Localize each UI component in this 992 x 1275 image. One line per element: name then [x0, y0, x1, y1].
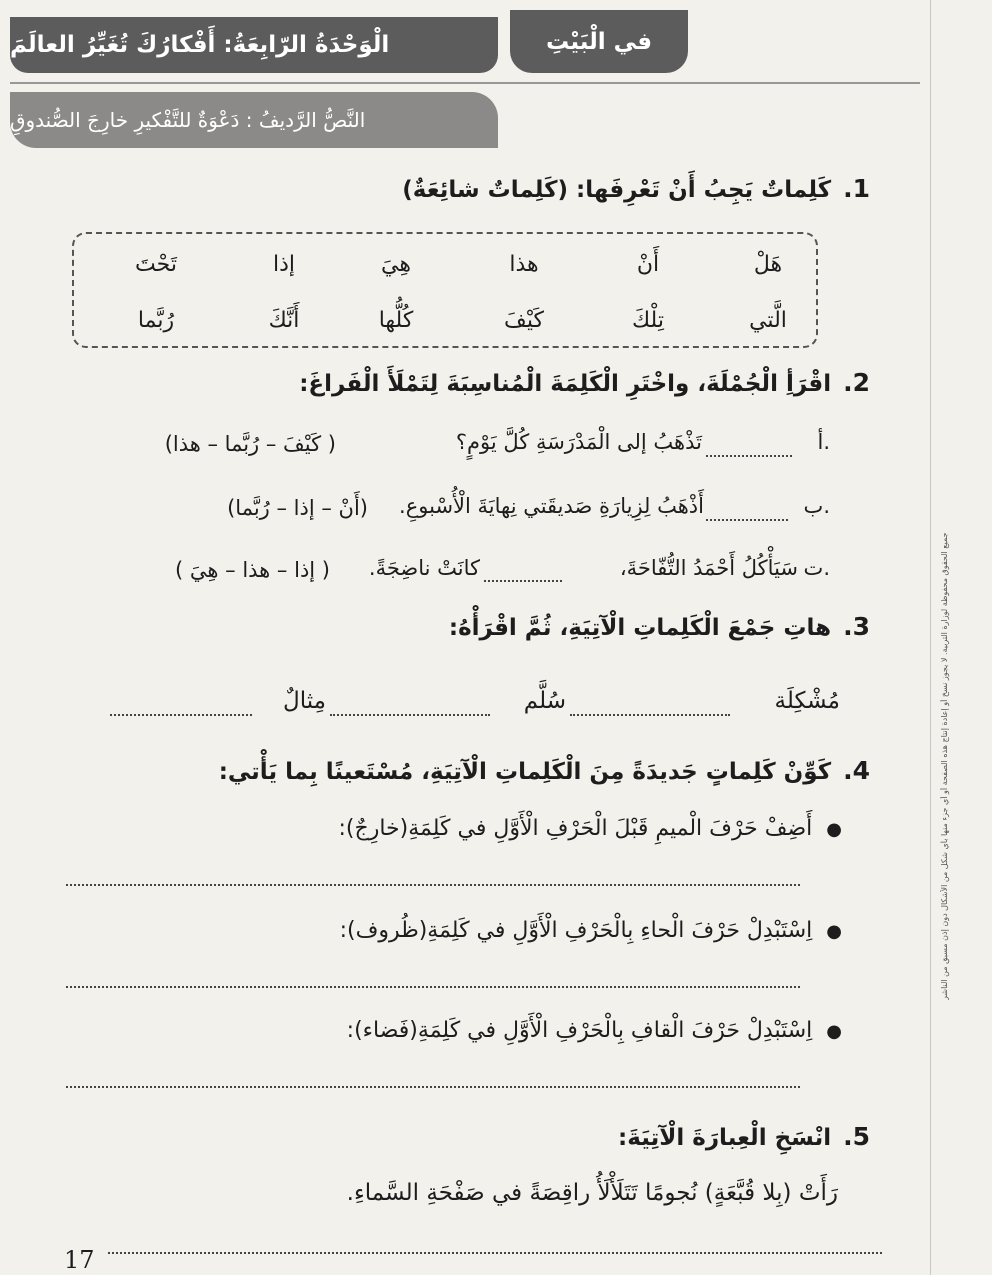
- word-tilka: تِلْكَ: [632, 308, 664, 333]
- q2t-label: ت.: [803, 556, 830, 580]
- q4-title: كَوِّنْ كَلِماتٍ جَديدَةً مِنَ الْكَلِماتِ الْآتِيَةِ، مُسْتَعينًا بِما يَأْتي:: [218, 759, 832, 785]
- q2t-sentence-part1: سَيَأْكُلُ أَحْمَدُ التُّفّاحَةَ،: [619, 556, 798, 580]
- q2a-blank[interactable]: [706, 455, 792, 457]
- plural-blank-mushkila[interactable]: [570, 714, 730, 716]
- q5-sentence: رَأَتْ (بِلا قُبَّعَةٍ) نُجومًا تَتَلَأْلَأُ راقِصَةً في صَفْحَةِ السَّماءِ.: [346, 1180, 838, 1206]
- text-title-banner: [10, 92, 498, 148]
- q3-number: 3.: [843, 612, 870, 641]
- q4-item-1-text: أَضِفْ حَرْفَ الْميمِ قَبْلَ الْحَرْفِ الْأَوَّلِ في كَلِمَةِ(خارِجٌ):: [338, 816, 813, 841]
- q4-answer-line-1[interactable]: [66, 884, 800, 886]
- q2a-sentence: تَذْهَبُ إلى الْمَدْرَسَةِ كُلَّ يَوْمٍ؟: [455, 430, 702, 454]
- word-hal: هَلْ: [753, 252, 783, 277]
- q2b-sentence: أَذْهَبُ لِزِيارَةِ صَديقَتي نِهايَةَ الْأُسْبوعِ.: [399, 494, 704, 518]
- q4-item-2-text: اِسْتَبْدِلْ حَرْفَ الْحاءِ بِالْحَرْفِ الْأَوَّلِ في كَلِمَةِ(ظُروف):: [339, 918, 813, 943]
- q4-heading: [150, 756, 870, 785]
- word-an: أَنْ: [636, 252, 660, 277]
- text-title: النَّصُّ الرَّديفُ : دَعْوَةٌ للتَّفْكيرِ خارِجَ الصُّندوقِ: [10, 108, 366, 132]
- header-divider: [10, 82, 920, 84]
- q2a-label: أ.: [817, 430, 830, 454]
- word-itha: إذا: [272, 252, 296, 277]
- word-hatha: هذا: [509, 252, 539, 277]
- q5-answer-line[interactable]: [108, 1252, 882, 1254]
- q4-number: 4.: [843, 756, 870, 785]
- unit-title-banner: [10, 17, 498, 73]
- word-kayfa: كَيْفَ: [504, 308, 544, 333]
- word-annaka: أَنَّكَ: [268, 308, 300, 333]
- q2-title: اقْرَأِ الْجُمْلَةَ، واخْتَرِ الْكَلِمَةَ الْمُناسِبَةَ لِتَمْلَأَ الْفَراغَ:: [299, 371, 832, 397]
- q2t-blank[interactable]: [484, 580, 562, 582]
- q2b-label: ب.: [803, 494, 830, 518]
- word-hiya: هِيَ: [381, 252, 411, 277]
- bullet-icon: ●: [826, 819, 842, 840]
- word-kulluha: كُلُّها: [378, 308, 414, 333]
- q4-item-3-text: اِسْتَبْدِلْ حَرْفَ الْقافِ بِالْحَرْفِ الْأَوَّلِ في كَلِمَةِ(فَضاء):: [346, 1018, 813, 1043]
- q3-title: هاتِ جَمْعَ الْكَلِماتِ الْآتِيَةِ، ثُمَّ اقْرَأْهُ:: [448, 615, 832, 641]
- plural-word-mushkila: مُشْكِلَة: [774, 688, 840, 714]
- unit-title: الْوَحْدَةُ الرّابِعَةُ: أَفْكارُكَ تُغَيِّرُ العالَمَ: [10, 32, 390, 58]
- q5-title: انْسَخِ الْعِبارَةَ الْآتِيَةَ:: [618, 1125, 832, 1151]
- page-binding-line: [930, 0, 931, 1275]
- home-tab-label: في الْبَيْتِ: [546, 28, 652, 55]
- q2-heading: [150, 368, 870, 397]
- q1-title: كَلِماتٌ يَجِبُ أَنْ تَعْرِفَها: (كَلِماتٌ شائِعَةٌ): [402, 177, 832, 203]
- plural-blank-mithal[interactable]: [110, 714, 252, 716]
- q3-heading: [170, 612, 870, 641]
- copyright-note: جميع الحقوق محفوظة لوزارة التربية. لا يجوز نسخ أو إعادة إنتاج هذه الصفحة أو أي جزء منها بأي شكل من الأشكال دون إذن مسبق من الناشر: [940, 532, 949, 1000]
- home-tab: [510, 10, 688, 73]
- q2a-options: ( كَيْفَ – رُبَّما – هذا): [164, 432, 336, 456]
- bullet-icon: ●: [826, 1021, 842, 1042]
- plural-word-sullam: سُلَّم: [523, 688, 566, 714]
- q5-heading: [170, 1122, 870, 1151]
- q4-answer-line-3[interactable]: [66, 1086, 800, 1088]
- q4-answer-line-2[interactable]: [66, 986, 800, 988]
- q2-number: 2.: [843, 368, 870, 397]
- q2b-options: (أَنْ – إذا – رُبَّما): [227, 496, 368, 520]
- word-tahta: تَحْتَ: [135, 252, 177, 277]
- q4-item-3: [182, 1018, 842, 1043]
- page-number: 17: [64, 1246, 95, 1274]
- plural-word-mithal: مِثالٌ: [283, 688, 326, 714]
- q4-item-1: [182, 816, 842, 841]
- q2t-sentence-part2: كانَتْ ناضِجَةً.: [368, 556, 480, 580]
- q1-heading: [170, 174, 870, 203]
- q5-number: 5.: [843, 1122, 870, 1151]
- q1-number: 1.: [843, 174, 870, 203]
- q2t-options: ( إذا – هذا – هِيَ ): [175, 558, 330, 582]
- word-rubbama: رُبَّما: [137, 308, 175, 333]
- q2b-blank[interactable]: [706, 519, 788, 521]
- q4-item-2: [182, 918, 842, 943]
- plural-blank-sullam[interactable]: [330, 714, 490, 716]
- bullet-icon: ●: [826, 921, 842, 942]
- word-allati: الَّتي: [749, 308, 787, 333]
